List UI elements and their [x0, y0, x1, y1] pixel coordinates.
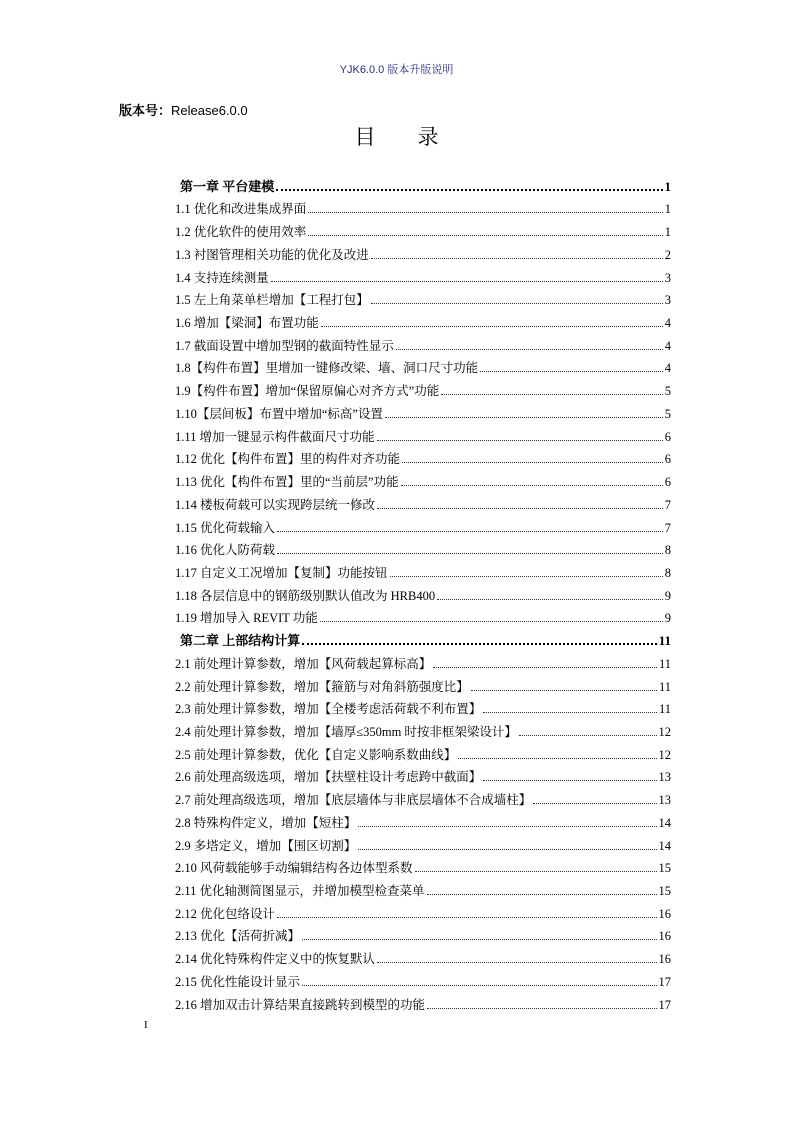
toc-entry[interactable]: [175, 831, 671, 854]
toc-entry[interactable]: [175, 876, 671, 899]
toc-entry[interactable]: [175, 581, 671, 604]
toc-entry[interactable]: [175, 922, 671, 945]
toc-entry-text: 1.9【构件布置】增加“保留原偏心对齐方式”功能: [175, 384, 440, 399]
dot-leader: [277, 917, 656, 918]
toc-entry-text: 1.4 支持连续测量: [175, 270, 269, 285]
toc-entry-text: 2.3 前处理计算参数，增加【全楼考虑活荷载不利布置】: [175, 702, 482, 717]
toc-entry-page: 17: [658, 997, 671, 1012]
toc-entry-page: 15: [658, 861, 671, 876]
dot-leader: [320, 621, 663, 622]
dot-leader: [402, 462, 663, 463]
toc-entry-page: 4: [664, 316, 671, 331]
toc-entry-text: 第二章 上部结构计算: [180, 633, 301, 649]
toc-entry-text: 2.7 前处理高级选项，增加【底层墙体与非底层墙体不合成墙柱】: [175, 793, 532, 808]
toc-entry-page: 9: [664, 588, 671, 603]
toc-entry[interactable]: [175, 967, 671, 990]
dot-leader: [377, 440, 663, 441]
toc-entry-page: 6: [664, 452, 671, 467]
dot-leader: [358, 826, 656, 827]
version-line: [119, 100, 248, 119]
toc-entry-text: 第一章 平台建模: [180, 178, 275, 194]
toc-entry-page: 9: [664, 611, 671, 626]
toc-entry-text: 2.9 多塔定义，增加【围区切割】: [175, 838, 357, 853]
toc-entry-text: 1.5 左上角菜单栏增加【工程打包】: [175, 293, 369, 308]
dot-leader: [302, 643, 656, 645]
toc-entry-page: 4: [664, 361, 671, 376]
dot-leader: [533, 803, 656, 804]
toc-entry[interactable]: [175, 763, 671, 786]
toc-entry-text: 2.8 特殊构件定义，增加【短柱】: [175, 815, 357, 830]
toc-entry-page: 7: [664, 497, 671, 512]
toc-entry-page: 6: [664, 429, 671, 444]
toc-entry[interactable]: [175, 399, 671, 422]
toc-entry[interactable]: [175, 899, 671, 922]
toc-entry-page: 1: [664, 225, 671, 240]
dot-leader: [371, 303, 663, 304]
toc-entry-text: 1.17 自定义工况增加【复制】功能按钮: [175, 565, 388, 580]
toc-entry-page: 16: [658, 952, 671, 967]
toc-entry-text: 1.12 优化【构件布置】里的构件对齐功能: [175, 452, 401, 467]
toc-entry-text: 1.13 优化【构件布置】里的“当前层”功能: [175, 475, 399, 490]
toc-entry-page: 16: [658, 906, 671, 921]
toc-entry[interactable]: [175, 331, 671, 354]
toc-entry-page: 11: [658, 656, 671, 671]
toc-entry-text: 2.16 增加双击计算结果直接跳转到模型的功能: [175, 997, 426, 1012]
toc-entry[interactable]: [175, 217, 671, 240]
dot-leader: [458, 758, 656, 759]
toc-entry[interactable]: [175, 467, 671, 490]
dot-leader: [433, 667, 657, 668]
toc-entry-page: 14: [658, 838, 671, 853]
toc-entry-text: 1.18 各层信息中的钢筋级别默认值改为 HRB400: [175, 588, 436, 603]
toc-entry-text: 1.16 优化人防荷载: [175, 543, 276, 558]
dot-leader: [302, 985, 656, 986]
dot-leader: [396, 349, 663, 350]
toc-entry-text: 2.10 风荷载能够手动编辑结构各边体型系数: [175, 861, 413, 876]
toc-entry[interactable]: [175, 286, 671, 309]
page-header: YJK6.0.0 版本升版说明: [339, 64, 454, 76]
page-number-mark: I: [144, 1019, 148, 1031]
toc-entry-page: 3: [664, 293, 671, 308]
toc-entry-text: 1.2 优化软件的使用效率: [175, 225, 307, 240]
toc-entry[interactable]: [175, 808, 671, 831]
dot-leader: [471, 690, 657, 691]
table-of-contents: [175, 172, 671, 1013]
dot-leader: [480, 371, 663, 372]
toc-entry-text: 1.11 增加一键显示构件截面尺寸功能: [175, 429, 375, 444]
toc-entry[interactable]: [175, 604, 671, 627]
toc-entry-page: 11: [658, 702, 671, 717]
dot-leader: [277, 531, 663, 532]
toc-entry[interactable]: [175, 195, 671, 218]
toc-entry-text: 2.6 前处理高级选项，增加【扶壁柱设计考虑跨中截面】: [175, 770, 482, 785]
toc-entry-page: 2: [664, 247, 671, 262]
toc-entry-page: 12: [658, 724, 671, 739]
dot-leader: [377, 962, 656, 963]
toc-entry[interactable]: [175, 376, 671, 399]
toc-chapter-entry[interactable]: [175, 626, 671, 649]
toc-entry[interactable]: [175, 854, 671, 877]
toc-entry[interactable]: [175, 354, 671, 377]
dot-leader: [308, 235, 662, 236]
dot-leader: [302, 939, 656, 940]
dot-leader: [321, 326, 663, 327]
toc-entry-page: 4: [664, 338, 671, 353]
dot-leader: [390, 576, 663, 577]
toc-entry[interactable]: [175, 740, 671, 763]
dot-leader: [371, 258, 663, 259]
toc-entry[interactable]: [175, 445, 671, 468]
toc-entry-page: 1: [664, 178, 671, 194]
toc-entry-page: 8: [664, 565, 671, 580]
toc-entry[interactable]: [175, 422, 671, 445]
toc-entry[interactable]: [175, 263, 671, 286]
toc-entry-page: 6: [664, 475, 671, 490]
toc-entry[interactable]: [175, 785, 671, 808]
toc-entry-text: 1.1 优化和改进集成界面: [175, 202, 307, 217]
toc-entry[interactable]: [175, 990, 671, 1013]
dot-leader: [519, 735, 657, 736]
toc-entry-page: 15: [658, 884, 671, 898]
dot-leader: [427, 1008, 656, 1009]
dot-leader: [271, 281, 663, 282]
dot-leader: [415, 871, 657, 872]
toc-entry-text: 2.1 前处理计算参数，增加【风荷载起算标高】: [175, 656, 432, 671]
toc-entry[interactable]: [175, 558, 671, 581]
toc-entry-page: 3: [664, 270, 671, 285]
toc-entry-text: 1.19 增加导入 REVIT 功能: [175, 611, 318, 626]
toc-entry[interactable]: [175, 649, 671, 672]
dot-leader: [358, 849, 656, 850]
dot-leader: [308, 212, 662, 213]
toc-entry[interactable]: [175, 513, 671, 536]
dot-leader: [385, 417, 663, 418]
dot-leader: [377, 508, 663, 509]
toc-entry[interactable]: [175, 695, 671, 718]
toc-entry-text: 1.10【层间板】布置中增加“标高”设置: [175, 406, 383, 421]
toc-entry-page: 16: [658, 929, 671, 944]
toc-entry-page: 17: [658, 974, 671, 989]
toc-entry-page: 11: [658, 679, 671, 694]
toc-entry[interactable]: [175, 490, 671, 513]
toc-entry-page: 5: [664, 406, 671, 421]
toc-entry-text: 2.4 前处理计算参数，增加【墙厚≤350mm 时按非框架梁设计】: [175, 724, 517, 739]
toc-entry-page: 5: [664, 384, 671, 399]
toc-entry-text: 1.15 优化荷载输入: [175, 520, 276, 535]
toc-entry[interactable]: [175, 944, 671, 967]
toc-entry-text: 2.15 优化性能设计显示: [175, 974, 301, 989]
dot-leader: [483, 780, 656, 781]
version-label: 版本号：: [119, 103, 172, 118]
toc-title: 目 录: [354, 125, 439, 149]
dot-leader: [401, 485, 663, 486]
toc-entry-text: 1.8【构件布置】里增加一键修改梁、墙、洞口尺寸功能: [175, 361, 479, 376]
dot-leader: [441, 394, 663, 395]
toc-entry-text: 1.6 增加【梁洞】布置功能: [175, 316, 319, 331]
toc-entry-page: 1: [664, 202, 671, 217]
toc-entry-text: 2.11 优化轴测简图显示，并增加模型检查菜单: [175, 884, 425, 898]
toc-entry-page: 12: [658, 747, 671, 762]
toc-entry-page: 8: [664, 543, 671, 558]
toc-entry-page: 11: [658, 633, 671, 649]
toc-entry-text: 1.7 截面设置中增加型钢的截面特性显示: [175, 338, 394, 353]
toc-entry[interactable]: [175, 308, 671, 331]
toc-entry-page: 13: [658, 793, 671, 808]
dot-leader: [427, 894, 657, 895]
dot-leader: [277, 553, 663, 554]
toc-entry-page: 13: [658, 770, 671, 785]
toc-entry-page: 7: [664, 520, 671, 535]
toc-entry[interactable]: [175, 717, 671, 740]
toc-entry[interactable]: [175, 536, 671, 559]
toc-entry-text: 2.5 前处理计算参数，优化【自定义影响系数曲线】: [175, 747, 457, 762]
toc-chapter-entry[interactable]: [175, 172, 671, 195]
version-value: Release6.0.0: [171, 103, 248, 118]
toc-entry-text: 1.3 衬图管理相关功能的优化及改进: [175, 247, 369, 262]
dot-leader: [276, 189, 662, 191]
dot-leader: [437, 599, 663, 600]
toc-entry[interactable]: [175, 240, 671, 263]
toc-entry-text: 2.12 优化包络设计: [175, 906, 276, 921]
toc-entry[interactable]: [175, 672, 671, 695]
toc-entry-text: 2.2 前处理计算参数，增加【箍筋与对角斜筋强度比】: [175, 679, 469, 694]
toc-entry-text: 1.14 楼板荷载可以实现跨层统一修改: [175, 497, 376, 512]
toc-entry-page: 14: [658, 815, 671, 830]
toc-entry-text: 2.13 优化【活荷折减】: [175, 929, 301, 944]
dot-leader: [483, 712, 657, 713]
toc-entry-text: 2.14 优化特殊构件定义中的恢复默认: [175, 952, 376, 967]
